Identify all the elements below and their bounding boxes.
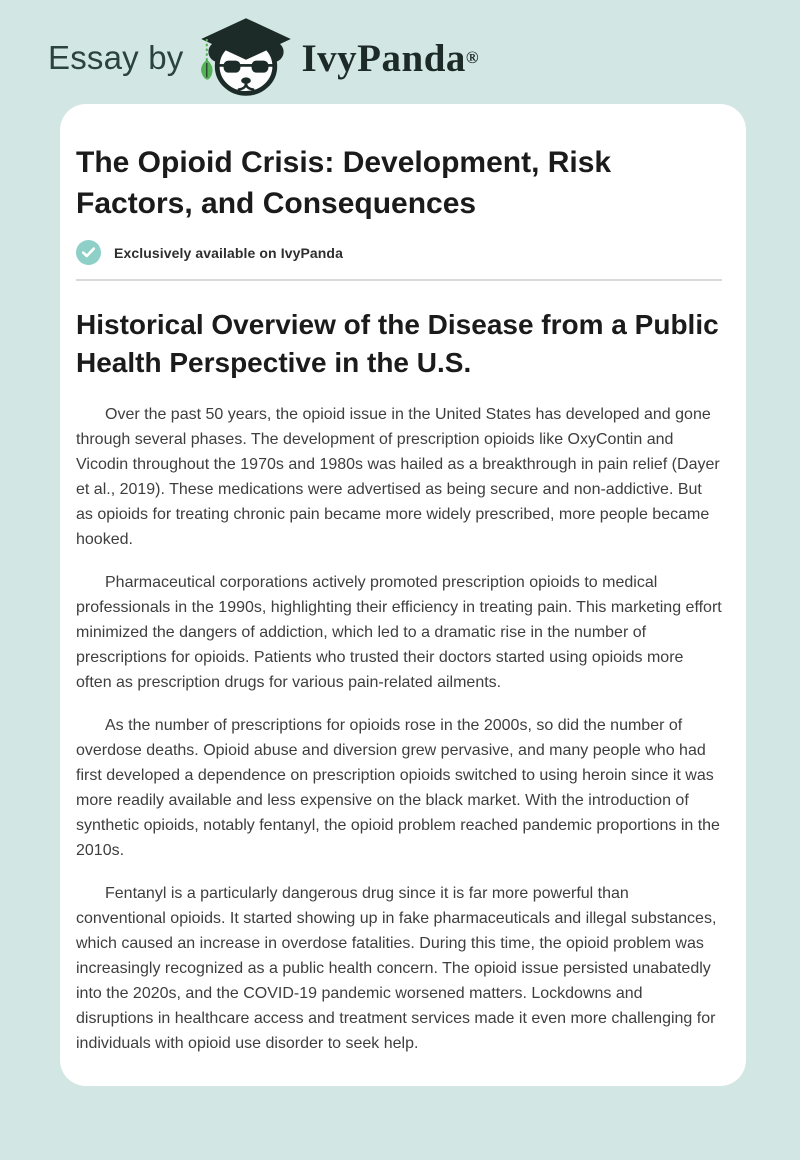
essay-by-label: Essay by xyxy=(48,39,184,76)
divider xyxy=(76,279,722,281)
exclusive-badge xyxy=(76,240,722,265)
panda-graduate-logo-icon xyxy=(198,15,294,104)
essay-paragraph: Fentanyl is a particularly dangerous drug since it is far more powerful than conventional opioids. It started showing up in fake pharmaceuticals and illegal substances, which caused an increase in overdose fatalities. During this time, the opioid problem was increasingly recognized as a public health concern. The opioid issue persisted unabatedly into the 2020s, and the COVID-19 pandemic worsened matters. Lockdowns and disruptions in healthcare access and treatment services made it even more challenging for individuals with opioid use disorder to seek help. xyxy=(76,885,717,1052)
essay-card xyxy=(60,104,746,1086)
essay-paragraph: Pharmaceutical corporations actively promoted prescription opioids to medical professionals in the 1990s, highlighting their efficiency in treating pain. This marketing effort minimized the dangers of addiction, which led to a dramatic rise in the number of prescriptions for opioids. Patients who trusted their doctors started using opioids more often as prescription drugs for various pain-related ailments. xyxy=(76,574,722,691)
essay-paragraph: As the number of prescriptions for opioids rose in the 2000s, so did the number of overdose deaths. Opioid abuse and diversion grew pervasive, and many people who had first developed a dependence on prescription opioids switched to using heroin since it was more readily available and less expensive on the black market. With the introduction of synthetic opioids, notably fentanyl, the opioid problem reached pandemic proportions in the 2010s. xyxy=(76,717,720,859)
check-icon xyxy=(76,240,101,265)
essay-title: The Opioid Crisis: Development, Risk Factors, and Consequences xyxy=(76,146,612,220)
registered-trademark-mark: ® xyxy=(465,48,479,67)
essay-body xyxy=(76,402,722,1056)
page-header xyxy=(0,0,800,92)
section-heading: Historical Overview of the Disease from a Public Health Perspective in the U.S. xyxy=(76,309,719,378)
brand-link[interactable] xyxy=(184,13,479,104)
essay-paragraph: Over the past 50 years, the opioid issue in the United States has developed and gone through several phases. The development of prescription opioids like OxyContin and Vicodin throughout the 1970s and 1980s was hailed as a breakthrough in pain relief (Dayer et al., 2019). These medications were advertised as being secure and non-addictive. But as opioids for treating chronic pain became more widely prescribed, more people became hooked. xyxy=(76,406,720,548)
brand-name: IvyPanda xyxy=(301,36,466,80)
exclusive-badge-label: Exclusively available on IvyPanda xyxy=(114,244,343,261)
